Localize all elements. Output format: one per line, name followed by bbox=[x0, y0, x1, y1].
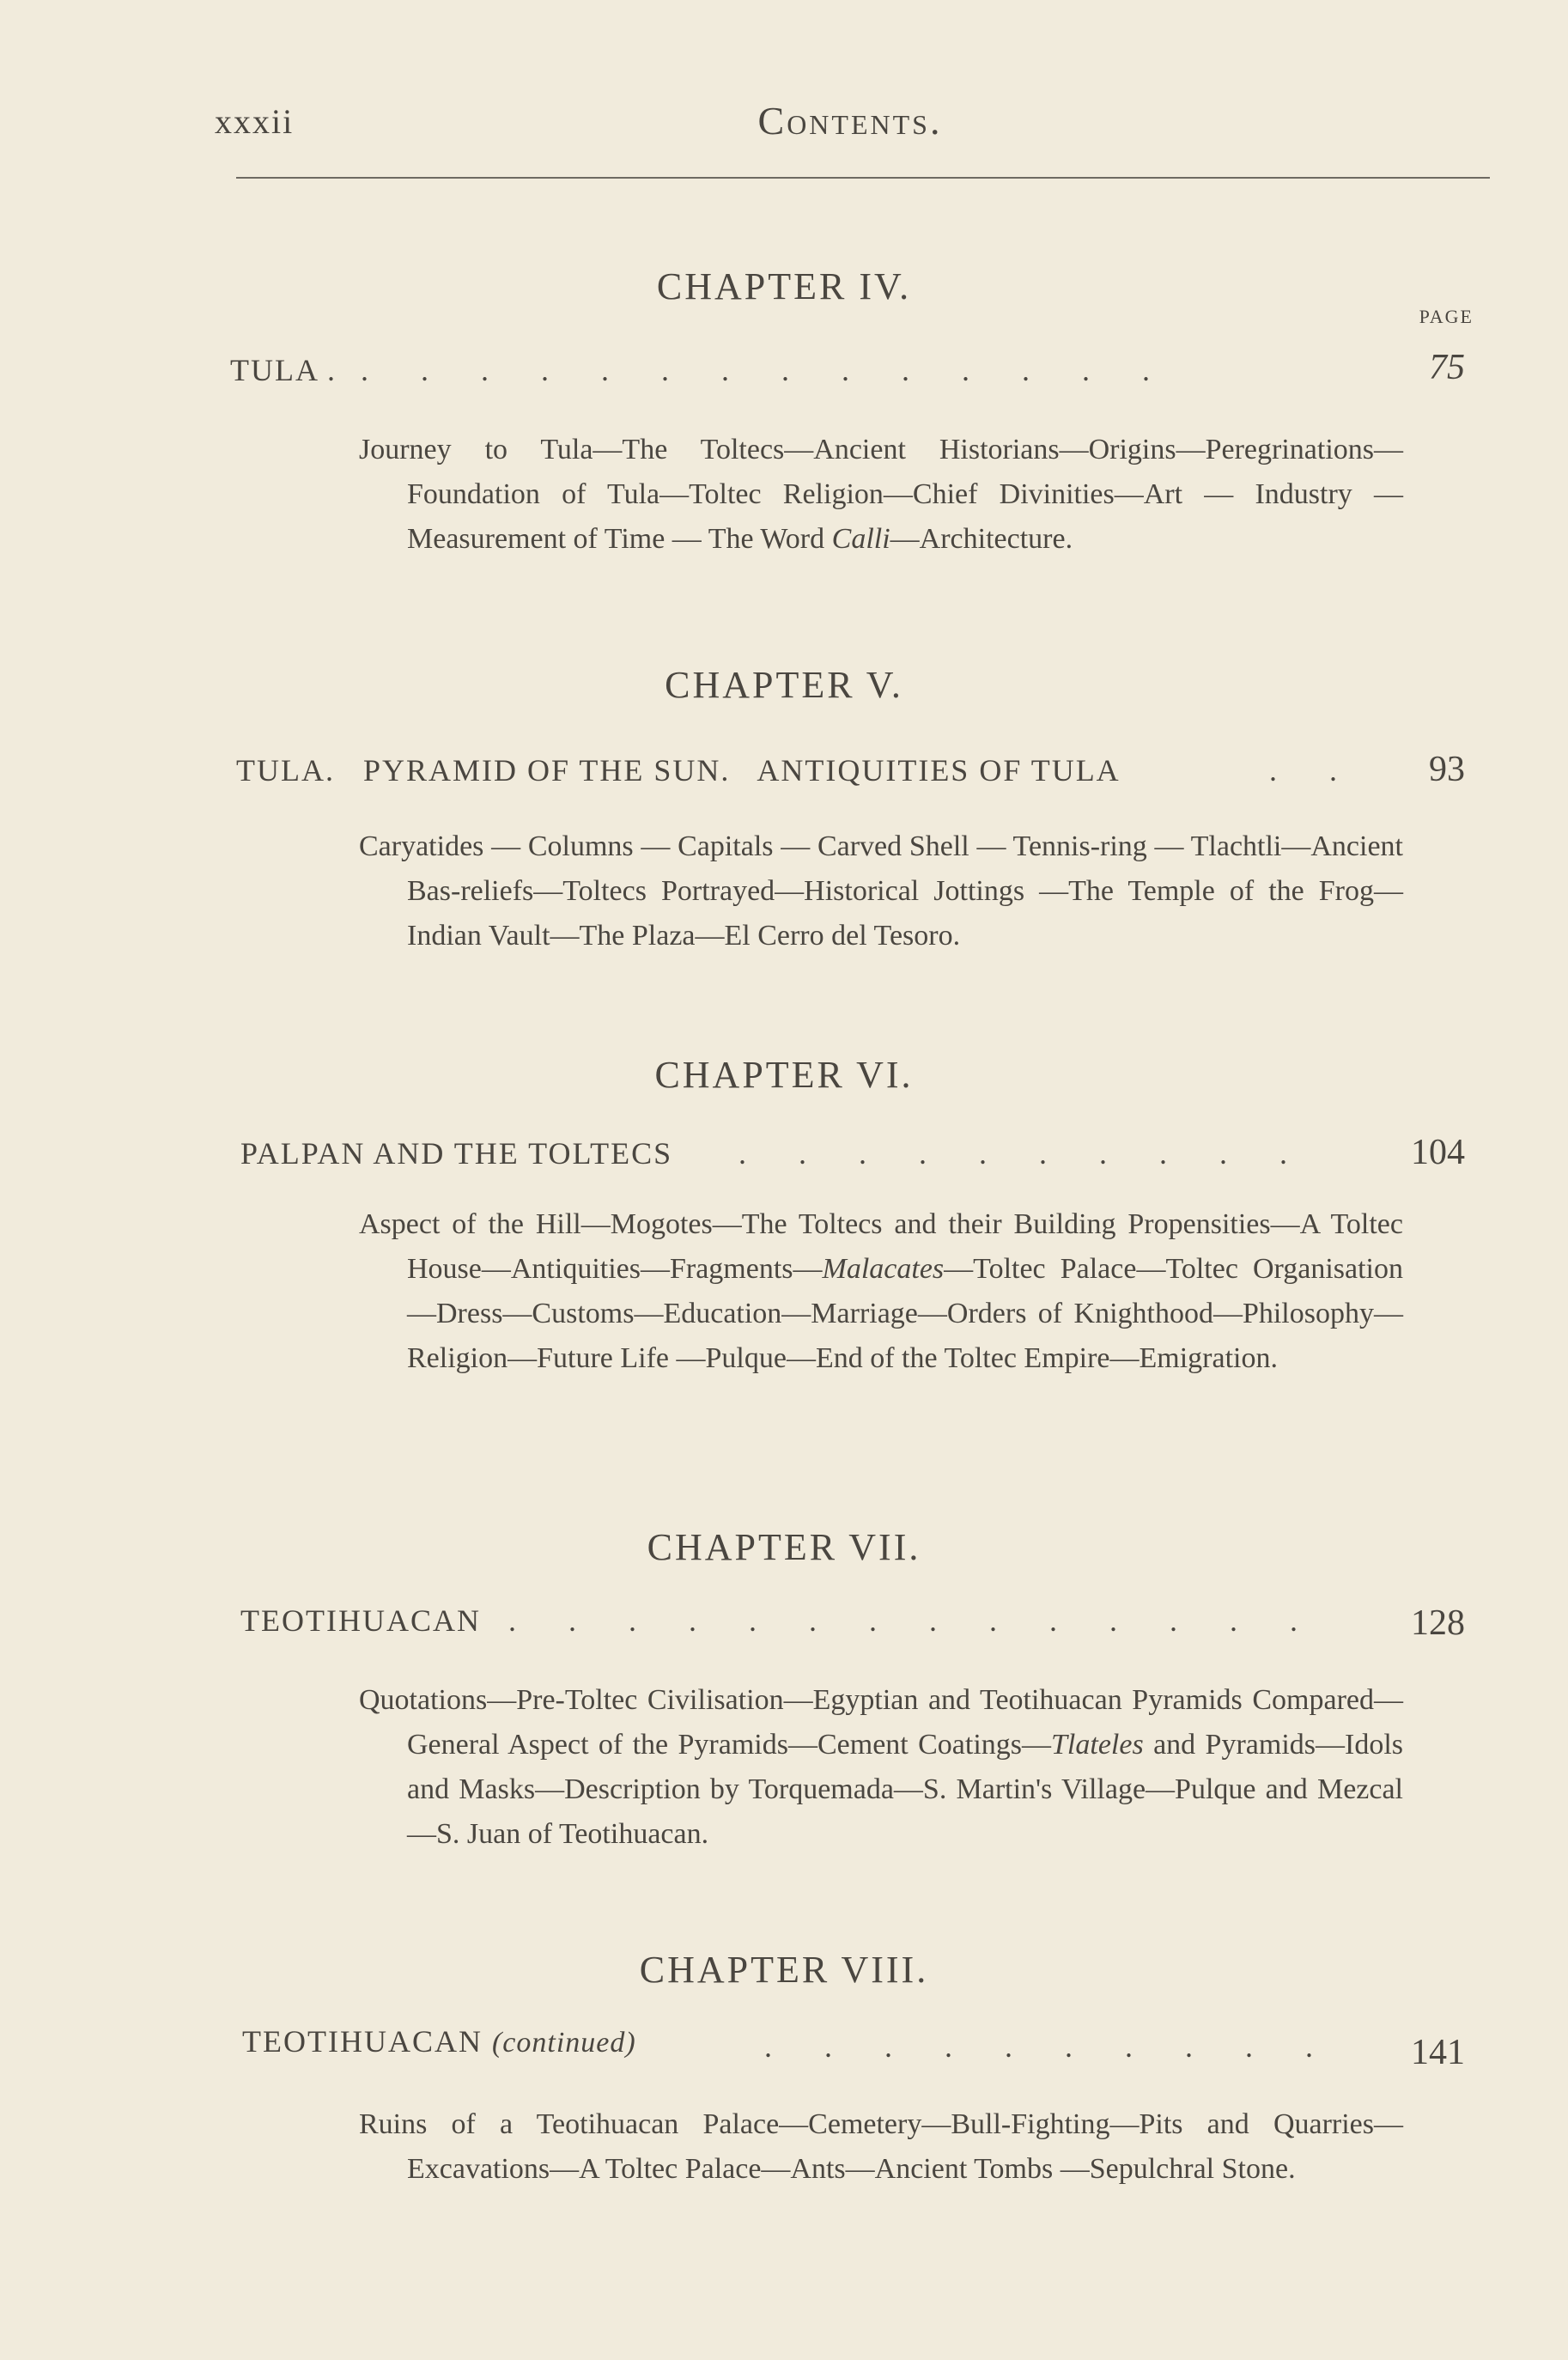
chapter-title-text: TEOTIHUACAN bbox=[242, 2024, 483, 2059]
chapter-title: TULA. PYRAMID OF THE SUN. ANTIQUITIES OF TULA bbox=[236, 753, 1121, 788]
page-number: 104 bbox=[1411, 1133, 1465, 1172]
dot-leaders: . . . . . . . . . . bbox=[764, 2029, 1335, 2064]
chapter-heading: CHAPTER VII. bbox=[647, 1526, 921, 1568]
dot-leaders: . . . . . . . . . . bbox=[738, 1136, 1310, 1171]
chapter-heading: CHAPTER VIII. bbox=[639, 1949, 929, 1991]
chapter-heading: CHAPTER VI. bbox=[654, 1054, 914, 1096]
chapter-summary bbox=[359, 428, 1403, 562]
page-number: 128 bbox=[1411, 1603, 1465, 1643]
chapter-summary bbox=[359, 824, 1403, 958]
summary-italic-term: Calli bbox=[831, 523, 890, 555]
chapter-summary bbox=[359, 1678, 1403, 1857]
chapter-summary bbox=[359, 1202, 1403, 1381]
dot-leaders: . . . . . . . . . . . . . . bbox=[361, 353, 1172, 387]
page-folio: xxxii bbox=[215, 102, 295, 141]
summary-text: Aspect of the Hill—Mogotes—The Toltecs and their Building Propensities—A Toltec House—Antiquities—Fragments— bbox=[359, 1208, 1403, 1285]
chapter-heading: CHAPTER IV. bbox=[656, 265, 912, 307]
chapter-title: TEOTIHUACAN bbox=[240, 1603, 481, 1638]
dot-leaders: . . . . . . . . . . . . . . bbox=[508, 1603, 1320, 1638]
summary-text: Ruins of a Teotihuacan Palace—Cemetery—Bull-Fighting—Pits and Quarries—Excavations—A Toltec Palace—Ants—Ancient Tombs —Sepulchral Stone. bbox=[359, 2108, 1403, 2185]
summary-text: Quotations—Pre-Toltec Civilisation—Egyptian and Teotihuacan Pyramids Compared—General Aspect of the Pyramids—Cement Coatings— bbox=[359, 1684, 1403, 1761]
dot-leaders: . . bbox=[1269, 753, 1359, 788]
chapter-heading: CHAPTER V. bbox=[665, 664, 903, 706]
page-number: 141 bbox=[1411, 2033, 1465, 2072]
summary-italic-term: Malacates bbox=[822, 1253, 945, 1285]
chapter-summary bbox=[359, 2102, 1403, 2192]
page-number: 75 bbox=[1429, 348, 1465, 387]
summary-tail: —Architecture. bbox=[890, 523, 1073, 555]
summary-text: Caryatides — Columns — Capitals — Carved Shell — Tennis-ring — Tlachtli—Ancient Bas-reliefs—Toltecs Portrayed—Historical Jottings —The Temple of the Frog—Indian Vault—The Plaza—El Cerro del Tesoro. bbox=[359, 830, 1403, 952]
running-head bbox=[215, 101, 1486, 153]
page-number: 93 bbox=[1429, 750, 1465, 789]
chapter-title bbox=[242, 2023, 636, 2059]
summary-tail: and Pyramids—Idols and Masks—Description by Torquemada—S. Martin's Village—Pulque and Mezcal—S. Juan of Teotihuacan. bbox=[407, 1729, 1403, 1850]
chapter-title-continued: (continued) bbox=[491, 2027, 636, 2059]
chapter-title: PALPAN AND THE TOLTECS bbox=[240, 1136, 673, 1171]
summary-tail: —Toltec Palace—Toltec Organisation—Dress—Customs—Education—Marriage—Orders of Knighthood—Philosophy—Religion—Future Life —Pulque—End of the Toltec Empire—Emigration. bbox=[407, 1253, 1403, 1374]
summary-italic-term: Tlateles bbox=[1051, 1729, 1144, 1761]
header-rule bbox=[236, 177, 1490, 179]
summary-text: Journey to Tula—The Toltecs—Ancient Historians—Origins—Peregrinations—Foundation of Tula—Toltec Religion—Chief Divinities—Art — Industry — Measurement of Time — The Word bbox=[359, 434, 1403, 555]
running-head-title: Contents. bbox=[757, 99, 943, 143]
chapter-title: TULA . bbox=[230, 353, 337, 387]
page-column-label: PAGE bbox=[1419, 306, 1474, 327]
